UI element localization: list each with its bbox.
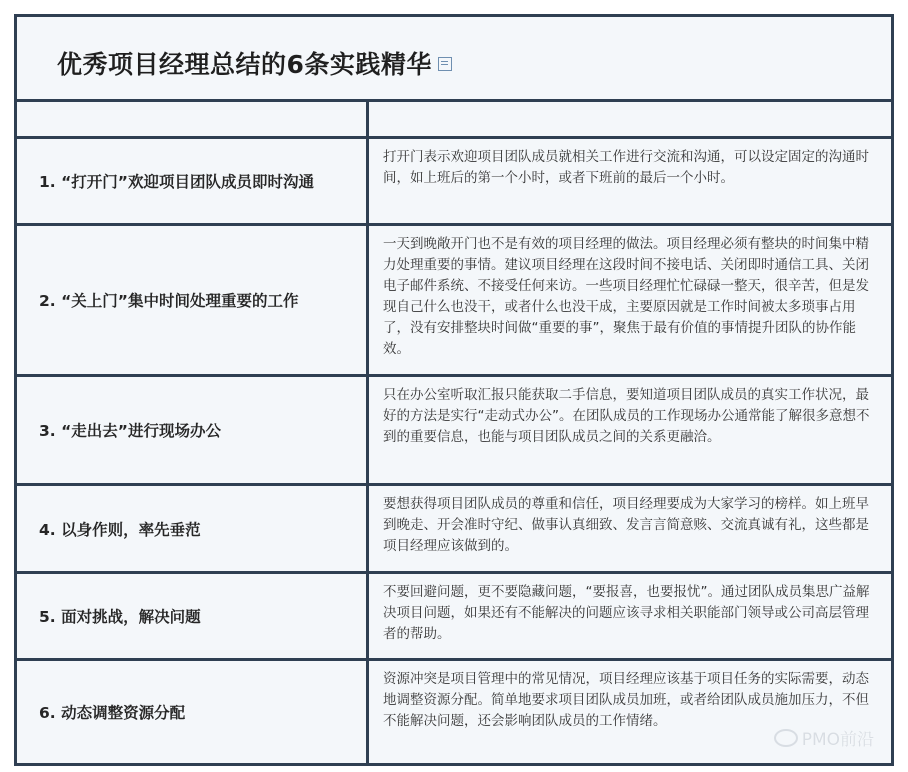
row-description: 只在办公室听取汇报只能获取二手信息，要知道项目团队成员的真实工作状况，最好的方法是实行“走动式办公”。在团队成员的工作现场办公通常能了解很多意想不到的重要信息，也能与项目团队成员之间的关系更融洽。: [383, 387, 870, 445]
header-cell-right: [366, 99, 894, 139]
table-row-label: [14, 658, 369, 766]
row-label: 6. 动态调整资源分配: [39, 704, 186, 722]
table-row-desc: [366, 136, 894, 226]
expand-icon[interactable]: [438, 57, 452, 71]
row-label: 5. 面对挑战，解决问题: [39, 608, 201, 626]
table-row-label: [14, 571, 369, 661]
table-row-label: [14, 223, 369, 377]
practice-table: [14, 14, 894, 766]
row-label: 2. “关上门”集中时间处理重要的工作: [39, 292, 299, 310]
row-description: 资源冲突是项目管理中的常见情况，项目经理应该基于项目任务的实际需要，动态地调整资源分配。简单地要求项目团队成员加班，或者给团队成员施加压力，不但不能解决问题，还会影响团队成员的工作情绪。: [383, 671, 869, 729]
table-row-desc: [366, 483, 894, 574]
row-description: 要想获得项目团队成员的尊重和信任，项目经理要成为大家学习的榜样。如上班早到晚走、开会准时守纪、做事认真细致、发言言简意赅、交流真诚有礼，这些都是项目经理应该做到的。: [383, 496, 869, 554]
watermark: PMO前沿: [774, 725, 874, 750]
row-label: 1. “打开门”欢迎项目团队成员即时沟通: [39, 173, 314, 191]
row-label: 3. “走出去”进行现场办公: [39, 422, 221, 440]
page-title: 优秀项目经理总结的6条实践精华: [57, 45, 452, 81]
title-box: [14, 14, 894, 102]
row-label: 4. 以身作则，率先垂范: [39, 520, 201, 539]
row-description: 打开门表示欢迎项目团队成员就相关工作进行交流和沟通，可以设定固定的沟通时间，如上班后的第一个小时，或者下班前的最后一个小时。: [383, 149, 869, 186]
row-description: 一天到晚敞开门也不是有效的项目经理的做法。项目经理必须有整块的时间集中精力处理重要的事情。建议项目经理在这段时间不接电话、关闭即时通信工具、关闭电子邮件系统、不接受任何来访。一些项目经理忙忙碌碌一整天，很辛苦，但是发现自己什么也没干，或者什么也没干成，主要原因就是工作时间被太多琐事占用了，没有安排整块时间做“重要的事”，聚焦于最有价值的事情提升团队的协作能效。: [383, 236, 869, 357]
table-row-desc: [366, 571, 894, 661]
header-cell-left: [14, 99, 369, 139]
wechat-icon: [774, 729, 798, 747]
table-row-desc: [366, 374, 894, 486]
table-row-label: [14, 374, 369, 486]
row-description: 不要回避问题，更不要隐藏问题，“要报喜，也要报忧”。通过团队成员集思广益解决项目问题，如果还有不能解决的问题应该寻求相关职能部门领导或公司高层管理者的帮助。: [383, 584, 870, 642]
table-row-desc: [366, 223, 894, 377]
table-row-label: [14, 483, 369, 574]
table-row-label: [14, 136, 369, 226]
